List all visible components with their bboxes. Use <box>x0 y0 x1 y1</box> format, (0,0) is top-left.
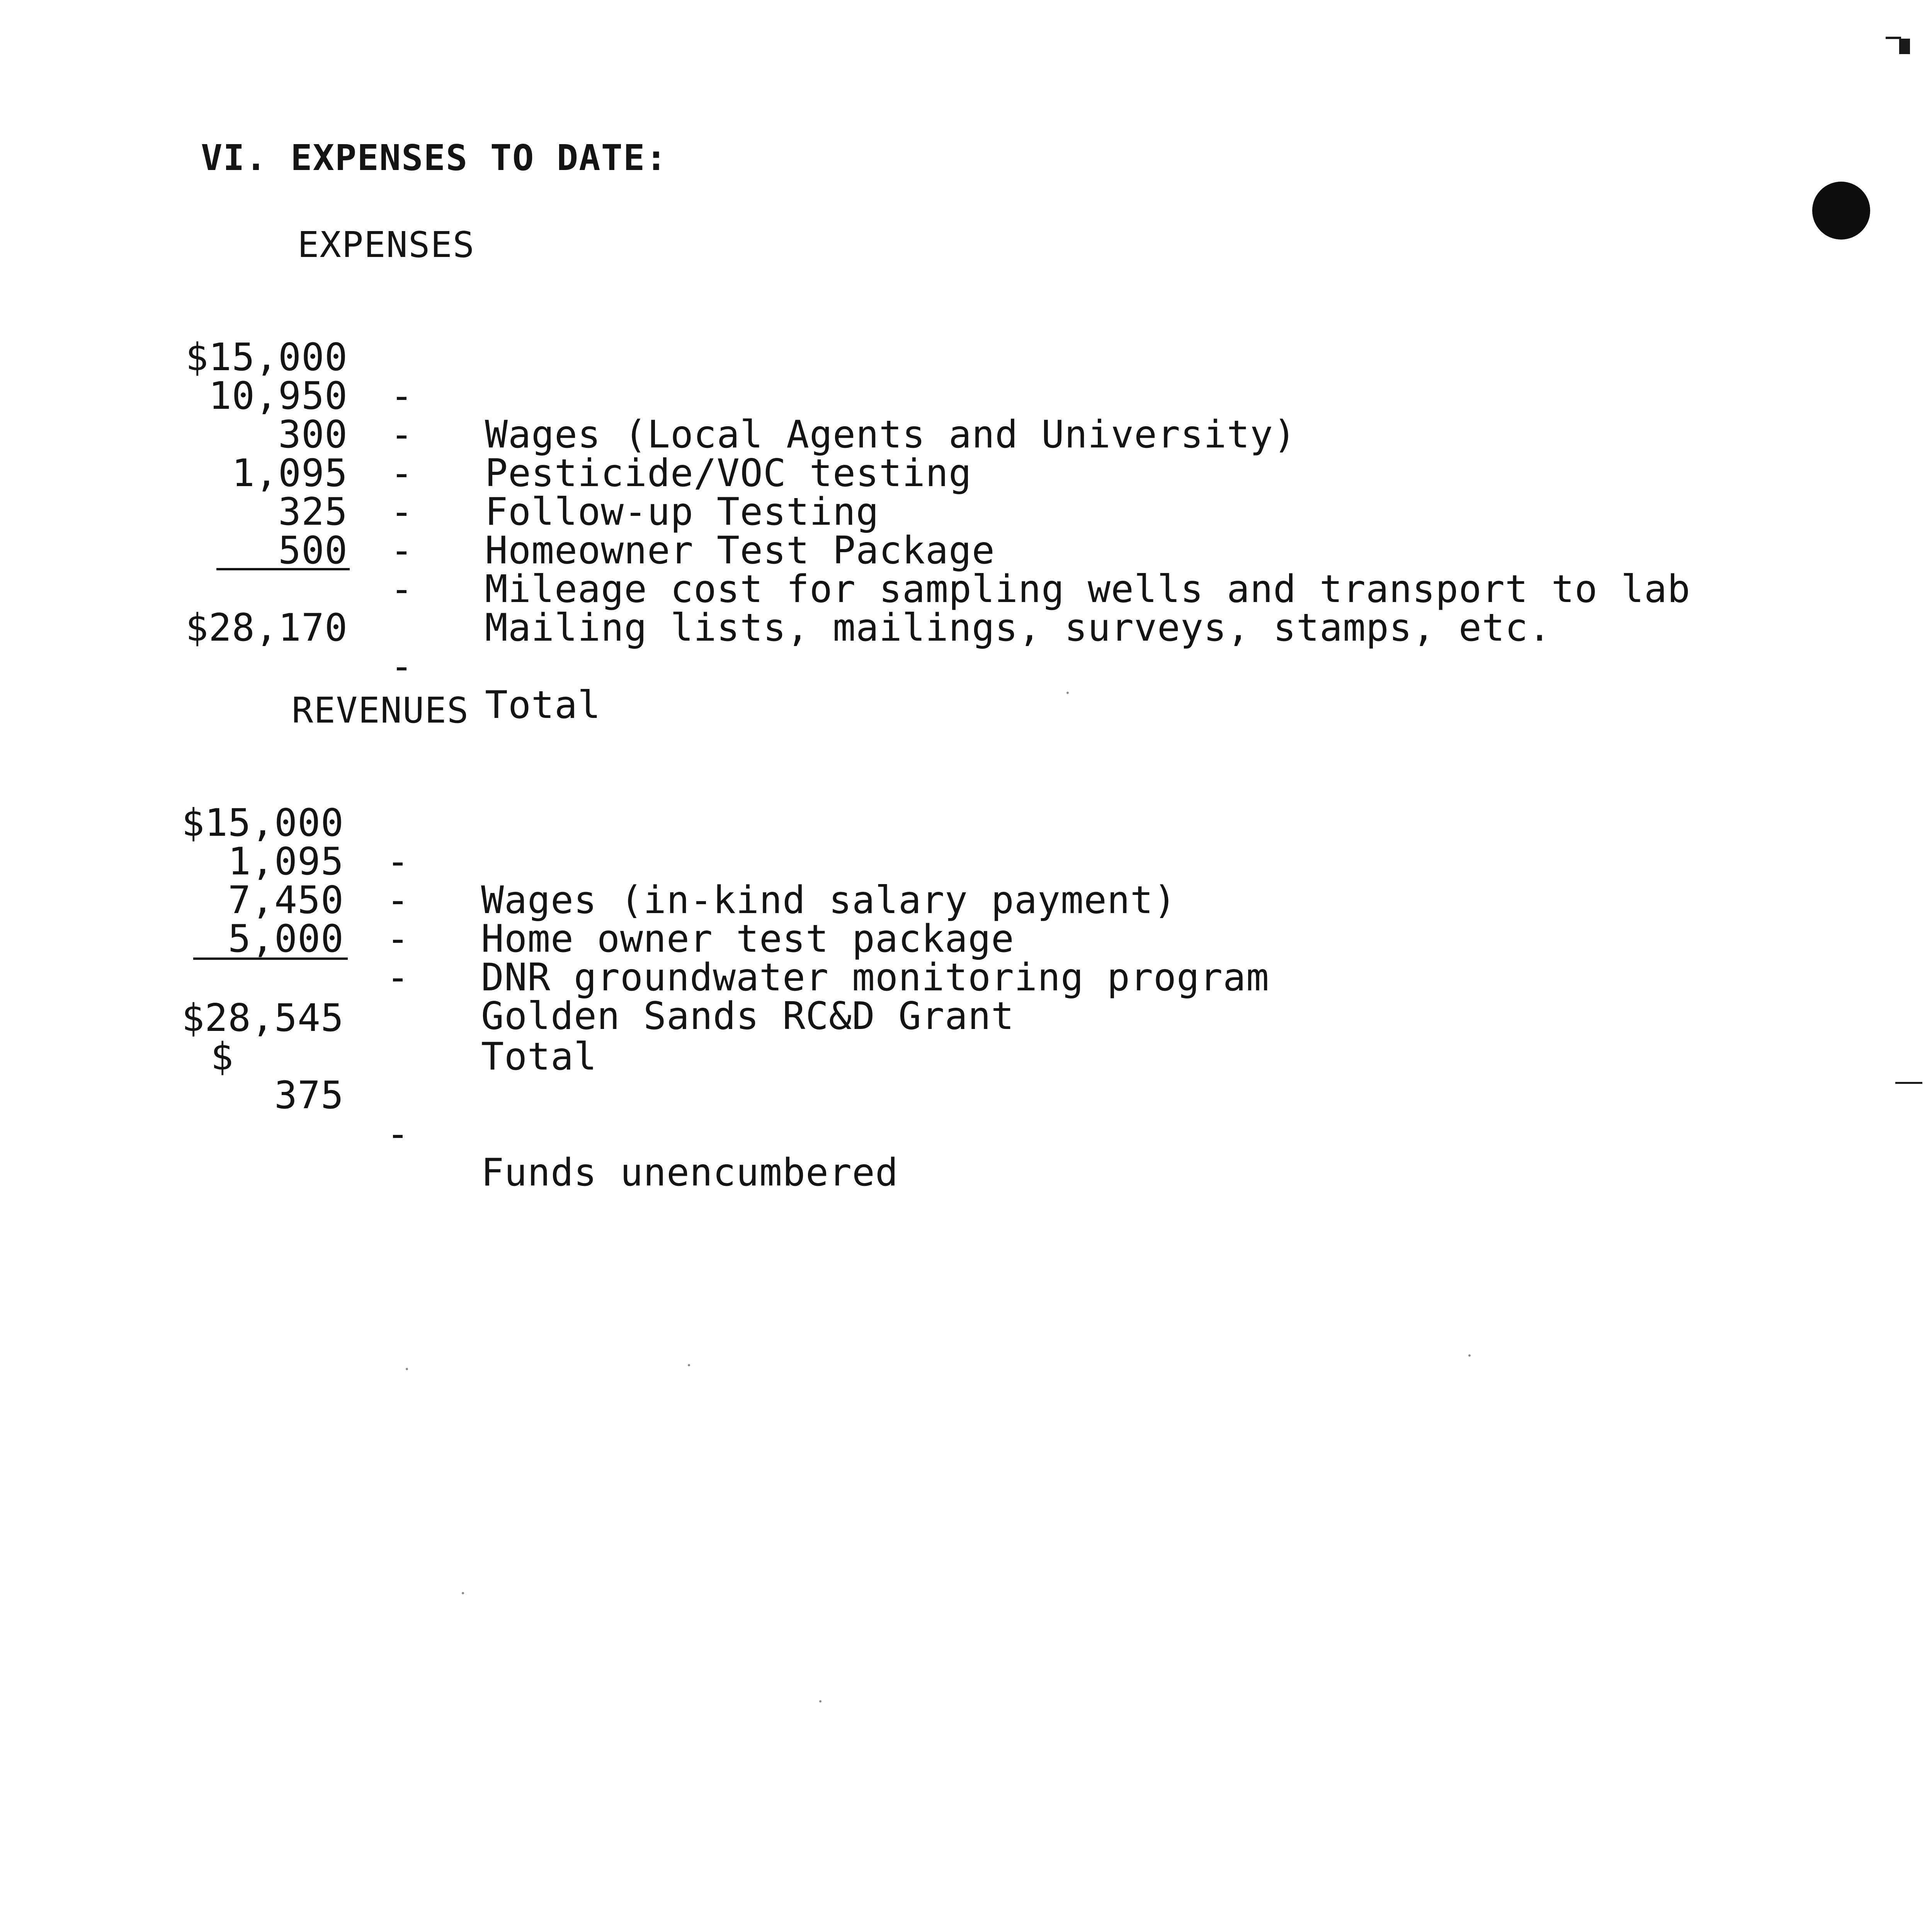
expense-dash: - <box>390 490 413 534</box>
revenue-amount: 1,095 <box>228 840 344 884</box>
scan-speck <box>1066 692 1069 694</box>
scan-mark-edge <box>1895 1082 1922 1084</box>
scan-speck <box>688 1364 690 1366</box>
expenses-heading: EXPENSES <box>298 224 475 265</box>
expense-amount: $15,000 <box>185 335 348 379</box>
section-title: EXPENSES TO DATE: <box>291 137 668 179</box>
expense-dash: - <box>390 413 413 457</box>
balance-amount: 375 <box>274 1073 344 1117</box>
scan-speck <box>406 1368 408 1370</box>
revenue-amount: $15,000 <box>181 801 344 845</box>
revenues-total-amount: $28,545 <box>181 996 344 1040</box>
expense-amount: 10,950 <box>208 374 348 418</box>
section-heading <box>201 137 668 179</box>
revenues-total-rule <box>193 957 348 960</box>
revenue-description: Home owner test package <box>481 917 1015 961</box>
expenses-total-dash: - <box>390 645 413 689</box>
section-number: VI. <box>201 137 268 179</box>
expenses-total-amount: $28,170 <box>185 606 348 650</box>
revenue-dash: - <box>386 840 410 884</box>
balance-label: Funds unencumbered <box>481 1151 899 1195</box>
revenue-dash: - <box>386 956 410 1000</box>
expense-amount: 500 <box>278 529 348 573</box>
expense-dash: - <box>390 374 413 418</box>
balance-row <box>0 1035 1932 1195</box>
scan-speck <box>1468 1354 1471 1357</box>
revenue-dash: - <box>386 878 410 922</box>
revenue-dash: - <box>386 917 410 961</box>
revenue-description: Wages (in-kind salary payment) <box>481 878 1177 922</box>
expense-description: Wages (Local Agents and University) <box>485 413 1297 457</box>
revenues-heading: REVENUES <box>292 690 469 731</box>
scan-mark-corner-line <box>1886 37 1901 39</box>
expense-amount: 325 <box>278 490 348 534</box>
revenue-description: DNR groundwater monitoring program <box>481 956 1270 1000</box>
scan-speck <box>819 1700 821 1702</box>
expenses-total-label: Total <box>485 683 601 727</box>
revenue-description: Golden Sands RC&D Grant <box>481 994 1015 1038</box>
revenue-amount: 5,000 <box>228 917 344 961</box>
expense-dash: - <box>390 529 413 573</box>
balance-currency: $ <box>211 1035 234 1079</box>
expense-description: Follow-up Testing <box>485 490 879 534</box>
scan-mark-corner <box>1899 39 1910 54</box>
expense-dash: - <box>390 567 413 611</box>
balance-dash: - <box>386 1112 410 1156</box>
expense-amount: 300 <box>278 413 348 457</box>
expense-dash: - <box>390 451 413 495</box>
scan-speck <box>462 1592 464 1594</box>
expense-description: Mileage cost for sampling wells and transport to lab <box>485 567 1691 611</box>
expense-description: Homeowner Test Package <box>485 529 995 573</box>
expense-description: Pesticide/VOC testing <box>485 451 972 495</box>
expense-amount: 1,095 <box>231 451 348 495</box>
revenue-amount: 7,450 <box>228 878 344 922</box>
punch-hole-top <box>1812 182 1870 240</box>
expense-description: Mailing lists, mailings, surveys, stamps, etc. <box>485 606 1552 650</box>
revenues-total-label: Total <box>481 1035 597 1079</box>
